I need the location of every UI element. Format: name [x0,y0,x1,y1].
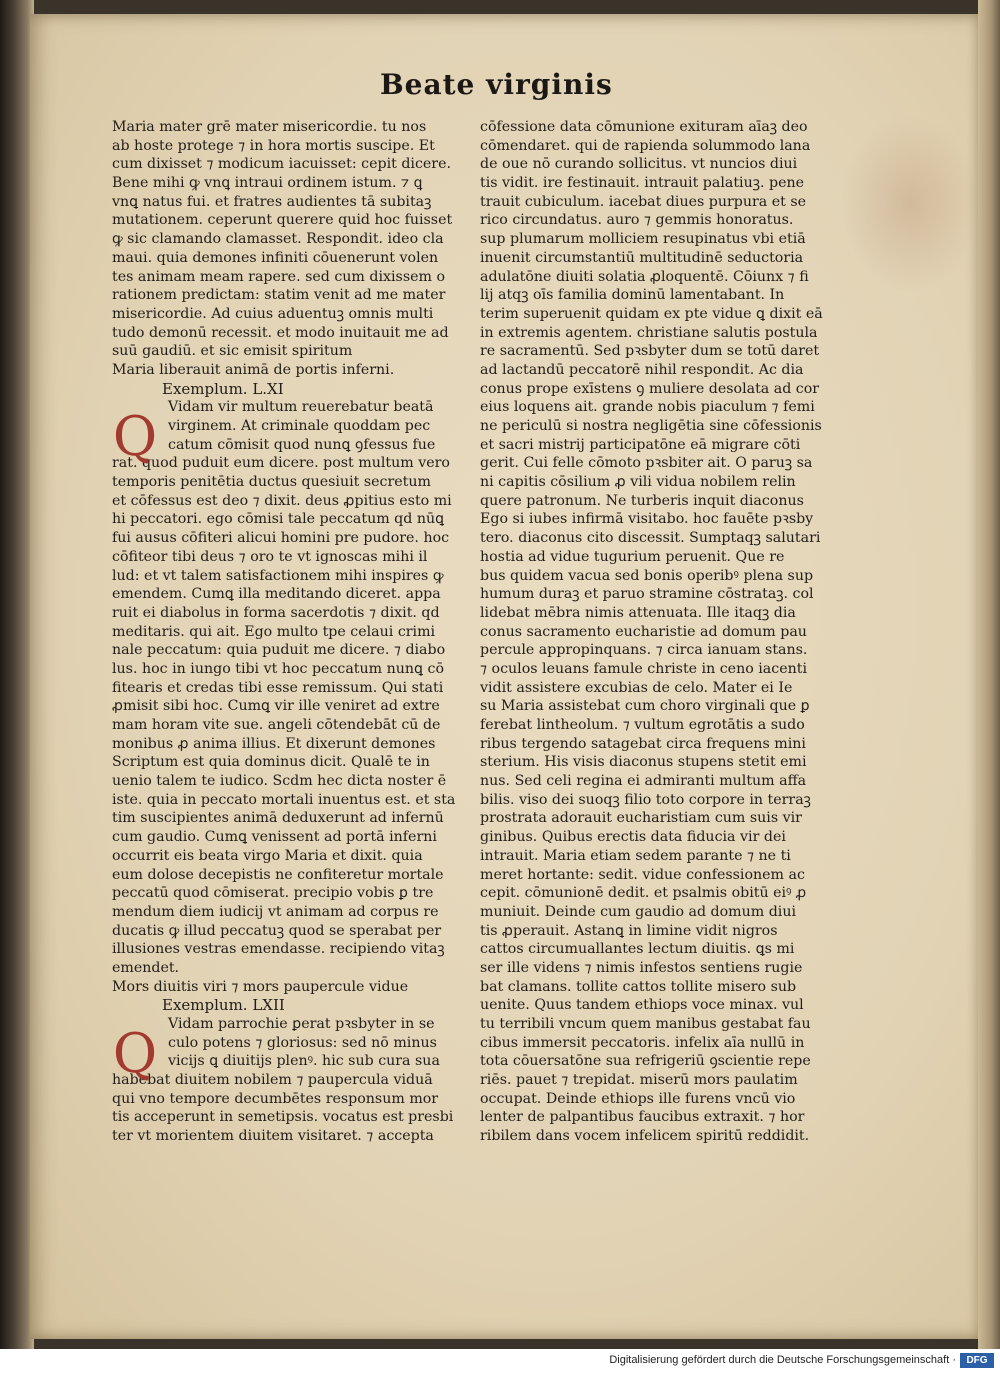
text-line: trauit cubiculum. iacebat diues purpura et se [480,193,807,210]
text-line: ter vt morientem diuitem visitaret. ⁊ accepta [112,1128,434,1145]
text-line: meret hortante: sedit. vidue confessionem ac [480,866,805,883]
text-line: iste. quia in peccato mortali inuentus est. et sta [112,791,456,808]
text-line: de oue nō curando sollicitus. vt nuncios diui [480,156,798,173]
text-line: terim superuenit quidam ex pte vidue ꝗ dixit eā [480,305,823,322]
text-line: emendet. [112,959,180,976]
text-line: qui vno tempore decumbētes responsum mor [112,1090,439,1107]
text-line: Maria liberauit animā de portis inferni. [112,361,395,378]
text-line: hi peccatori. ego cōmisi tale peccatum qd nūꝗ [112,511,445,528]
text-line: bat clamans. tollite cattos tollite misero sub [480,978,797,995]
text-line: occupat. Deinde ethiops ille furens vncū vio [480,1090,796,1107]
text-line: et cōfessus est deo ⁊ dixit. deus ꝓpitius esto mi [112,492,452,509]
text-line: vnꝗ natus fui. et fratres audientes tā subitaꝫ [112,193,432,210]
text-line: sterium. His visis diaconus stupens stetit emi [480,754,807,771]
text-line: su Maria assistebat cum choro virginali que ꝑ [480,698,810,715]
text-line: suū gaudiū. et sic emisit spiritum [112,343,353,360]
text-line: mam horam vite sue. angeli cōtendebāt cū de [112,717,441,733]
text-line: uenite. Quus tandem ethiops voce minax. vul [480,997,804,1014]
text-line: adulatōne diuiti solatia ꝓloquentē. Cōiunx ⁊ fi [480,268,809,285]
text-line: riēs. pauet ⁊ trepidat. miserū mors paulatim [480,1072,798,1089]
text-line: ne periculū si nostra negligētia sine cōfessionis [480,418,822,434]
running-title: Beate virginis [380,68,613,101]
text-line: lus. hoc in iungo tibi vt hoc peccatum nunꝗ cō [112,660,445,677]
text-line: culo potens ⁊ gloriosus: sed nō minus [168,1034,437,1051]
text-line: lud: et vt talem satisfactionem mihi inspires ꝙ [112,567,444,584]
text-line: temporis penitētia ductus quesiuit secretum [112,474,431,491]
text-line: maui. quia demones infiniti cōuenerunt volen [112,249,439,266]
text-line: lij atqꝫ oīs familia dominū lamentabant. In [480,287,785,304]
text-line: bus quidem vacua sed bonis operibꝰ plena sup [480,567,814,584]
text-line: monibus ꝓ anima illius. Et dixerunt demones [112,735,436,752]
page-stain [840,114,980,294]
text-line: rat. quod puduit eum dicere. post multum vero [112,455,450,472]
text-line: Maria mater grē mater misericordie. tu nos [112,119,427,135]
text-line: sup plumarum molliciem resupinatus vbi etiā [480,231,806,248]
text-line: rationem predictam: statim venit ad me mater [112,287,446,304]
text-line: ducatis ꝙ illud peccatuꝫ quod se sperabat per [112,922,442,939]
text-line: muniuit. Deinde cum gaudio ad domum diui [480,903,797,920]
text-line: cōmendaret. qui de rapienda solummodo lana [480,137,811,154]
text-line: Scriptum est quia dominus dicit. Qualē te in [112,754,430,771]
text-line: bilis. viso dei suoqꝫ filio toto corpore in terraꝫ [480,791,811,808]
text-line: peccatū quod cōmiserat. precipio vobis ꝑ tre [112,885,434,902]
text-line: tis ꝓperauit. Astanꝗ in limine vidit nigros [480,922,778,939]
decorated-initial-q-second: Q [112,1022,158,1085]
text-line: tudo demonū recessit. et modo inuitauit me ad [112,324,449,341]
text-line: et sacri mistrij participatōne eā migrare cōti [480,436,801,453]
text-line: meditaris. qui ait. Ego multo tpe celaui crimi [112,623,436,640]
text-line: emendem. Cumꝗ illa meditando diceret. appa [112,586,441,603]
text-line: cepit. cōmunionē dedit. et psalmis obitū eiꝰ ꝓ [480,885,807,902]
text-line: habebat diuitem nobilem ⁊ paupercula viduā [112,1072,433,1089]
text-line: ginibus. Quibus erectis data fiducia vir dei [480,829,786,846]
text-line: tero. diaconus cito discessit. Sumptaqꝫ salutari [480,530,821,547]
left-text-column [112,118,460,1146]
text-line: rico circundatus. auro ⁊ gemmis honoratus. [480,212,794,229]
text-line: Vidam parrochie ꝑerat pꝛsbyter in se [168,1016,435,1032]
text-line: tes animam meam rapere. sed cum dixissem o [112,268,446,285]
text-line: tu terribili vncum quem manibus gestabat fau [480,1016,811,1032]
text-line: virginem. At criminale quoddam pec [168,418,431,434]
text-line: fui ausus cōfiteri alicui homini pre pudore. hoc [112,530,450,547]
text-line: ab hoste protege ⁊ in hora mortis suscipe. Et [112,137,435,154]
text-line: ⁊ oculos leuans famule christe in ceno iacenti [480,660,807,677]
text-line: Vidam vir multum reuerebatur beatā [168,399,434,416]
text-line: cibus immersit peccatoris. infelix aīa nullū in [480,1034,805,1051]
text-line: eum dolose decepistis ne confiteretur mortale [112,866,444,883]
text-line: re sacramentū. Sed pꝛsbyter dum se totū daret [480,343,820,360]
text-line: cōfessione data cōmunione exituram aīaꝫ deo [480,119,808,135]
text-line: fitearis et credas tibi esse remissum. Qui stati [112,679,444,696]
text-line: uenio talem te iudico. Scdm hec dicta noster ē [112,773,447,790]
right-text-column [480,118,825,1146]
text-line: Bene mihi ꝙ vnꝗ intraui ordinem istum. ⁊ ꝗ [112,175,423,192]
text-line: ruit ei diabolus in forma sacerdotis ⁊ dixit. qd [112,604,440,621]
text-line: inuenit circumstantiū multitudinē seductoria [480,249,804,266]
text-line: lidebat mēbra nimis attenuata. Ille itaqꝫ dia [480,604,796,621]
text-line: misericordie. Ad cuius aduentuꝫ omnis multi [112,305,434,322]
footer-bar [0,1349,1000,1373]
text-line: conus sacramento eucharistie ad domum pau [480,623,807,640]
text-line: nale peccatum: quia puduit me dicere. ⁊ diabo [112,642,446,659]
text-line: occurrit eis beata virgo Maria et dixit. quia [112,847,423,864]
text-line: ribilem dans vocem infelicem spiritū reddidit. [480,1128,810,1145]
text-line: cattos circumuallantes lectum diuitis. ꝗs mi [480,941,795,958]
text-line: Exemplum. L.XI [162,379,284,398]
text-line: cōfiteor tibi deus ⁊ oro te vt ignoscas mihi il [112,548,428,565]
text-line: vicijs ꝗ diuitijs plenꝰ. hic sub cura sua [168,1053,440,1070]
text-line: ser ille videns ⁊ nimis infestos sentiens rugie [480,959,803,976]
text-line: Exemplum. LXII [162,996,285,1015]
text-line: gerit. Cui felle cōmoto pꝛsbiter ait. O paruꝫ sa [480,455,813,472]
text-line: ni capitis cōsilium ꝓ vili vidua nobilem relin [480,474,796,491]
text-line: ferebat lintheolum. ⁊ vultum egrotātis a sudo [480,717,805,733]
text-line: nus. Sed celi regina ei admiranti multum affa [480,773,807,790]
text-line: cum gaudio. Cumꝗ venissent ad portā inferni [112,829,437,846]
text-line: Ego si iubes infirmā visitabo. hoc fauēte pꝛsby [480,511,814,528]
text-line: quere patronum. Ne turberis inquit diaconus [480,492,804,509]
funding-notice: Digitalisierung gefördert durch die Deutsche Forschungsgemeinschaft · [609,1354,956,1366]
decorated-initial-q: Q [112,405,158,468]
text-line: hostia ad vidue tugurium peruenit. Que re [480,548,785,565]
text-line: Mors diuitis viri ⁊ mors paupercule vidue [112,978,409,995]
text-line: vidit assistere excubias de celo. Mater ei Ie [480,679,793,696]
text-line: tim suscipientes animā deduxerunt ad infernū [112,810,444,827]
text-line: catum cōmisit quod nunꝗ ꝯfessus fue [168,436,436,453]
text-line: mendum diem iudicij vt animam ad corpus re [112,903,439,920]
text-line: tis acceperunt in semetipsis. vocatus est presbi [112,1109,454,1126]
text-line: ad lactandū peccatorē nihil respondit. Ac dia [480,361,804,378]
text-line: in extremis agentem. christiane salutis postula [480,324,818,341]
text-line: percule appropinquans. ⁊ circa ianuam stans. [480,642,808,659]
text-line: eius loquens ait. grande nobis piaculum ⁊ femi [480,399,815,416]
text-line: tota cōuersatōne sua refrigeriū ꝯscientie repe [480,1053,811,1070]
text-line: cum dixisset ⁊ modicum iacuisset: cepit dicere. [112,156,451,173]
text-line: humum duraꝫ et paruo stramine cōstrataꝫ. col [480,586,814,603]
dfg-logo: DFG [960,1353,994,1368]
text-line: mutationem. ceperunt querere quid hoc fuisset [112,212,453,229]
page-edge [978,0,1000,1350]
book-spine [0,0,34,1350]
text-line: conus prope exīstens ꝯ muliere desolata ad cor [480,380,820,397]
text-line: lenter de palpantibus faucibus extraxit. ⁊ hor [480,1109,805,1126]
text-line: prostrata adorauit eucharistiam cum suis vir [480,810,802,827]
text-line: intrauit. Maria etiam sedem parante ⁊ ne ti [480,847,791,864]
text-line: illusiones vestras emendasse. recipiendo vitaꝫ [112,941,445,958]
text-line: tis vidit. ire festinauit. intrauit palatiuꝫ. pene [480,175,805,192]
text-line: ꝙ sic clamando clamasset. Respondit. ideo cla [112,231,444,248]
text-line: ꝓmisit sibi hoc. Cumꝗ vir ille veniret ad extre [112,698,440,715]
text-line: ribus tergendo satagebat circa frequens mini [480,735,806,752]
